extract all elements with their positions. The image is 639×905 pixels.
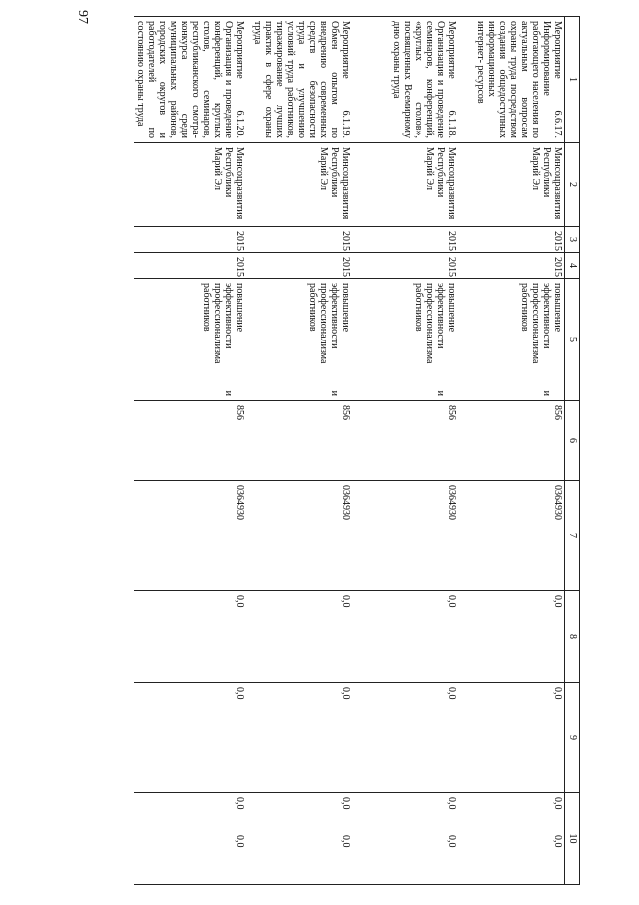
code-cell: 0364930 bbox=[246, 481, 352, 591]
value-10: 0,0 bbox=[340, 835, 351, 848]
value-10: 0,0 bbox=[446, 835, 457, 848]
end-year-cell: 2015 bbox=[134, 253, 246, 279]
value-9: 0,0 bbox=[340, 797, 351, 810]
result-cell: повышение эффективности и профессионализма работников bbox=[352, 279, 458, 401]
grbs-cell: 856 bbox=[134, 401, 246, 481]
value-8-cell: 0,0 bbox=[134, 683, 246, 793]
value-9-10-cell bbox=[134, 793, 246, 885]
grbs-cell: 856 bbox=[352, 401, 458, 481]
code-cell: 0364930 bbox=[458, 481, 565, 591]
value-7-cell: 0,0 bbox=[352, 591, 458, 683]
col-header-3: 3 bbox=[565, 227, 580, 253]
code-cell: 0364930 bbox=[352, 481, 458, 591]
activity-cell: Мероприятие 6.1.18. Организация и проведение семинаров, конференций, «круглых столов», посвященных Всемирному дню охраны труда bbox=[352, 17, 458, 143]
col-header-1: 1 bbox=[565, 17, 580, 143]
col-header-7: 7 bbox=[565, 481, 580, 591]
executor-cell: Минсоцразвития Республики Марий Эл bbox=[134, 143, 246, 227]
start-year-cell: 2015 bbox=[352, 227, 458, 253]
executor-cell: Минсоцразвития Республики Марий Эл bbox=[246, 143, 352, 227]
activity-cell: Мероприятие 6.1.19. Обмен опытом по внедрению современных средств безопасности труда и улучшению условий труда работников, тиражирование лучших практик в сфере охраны труда bbox=[246, 17, 352, 143]
code-cell: 0364930 bbox=[134, 481, 246, 591]
result-cell: повышение эффективности и профессионализма работников bbox=[246, 279, 352, 401]
value-9-10-cell bbox=[352, 793, 458, 885]
value-7-cell: 0,0 bbox=[458, 591, 565, 683]
value-9-10-cell bbox=[246, 793, 352, 885]
value-9: 0,0 bbox=[552, 797, 563, 810]
value-9: 0,0 bbox=[234, 797, 245, 810]
value-10: 0,0 bbox=[552, 835, 563, 848]
table-row bbox=[134, 17, 246, 885]
grbs-cell: 856 bbox=[246, 401, 352, 481]
program-activities-table bbox=[134, 16, 580, 885]
activity-cell: Мероприятие 6.6.17. Информирование работающего населения по актуальным вопросам охраны труда посредством создания общедоступных информационных интернет- ресурсов bbox=[458, 17, 565, 143]
value-8-cell: 0,0 bbox=[352, 683, 458, 793]
start-year-cell: 2015 bbox=[134, 227, 246, 253]
col-header-5: 5 bbox=[565, 279, 580, 401]
table-row bbox=[246, 17, 352, 885]
value-7-cell: 0,0 bbox=[134, 591, 246, 683]
col-header-8: 8 bbox=[565, 591, 580, 683]
executor-cell: Минсоцразвития Республики Марий Эл bbox=[458, 143, 565, 227]
col-header-10: 10 bbox=[565, 793, 580, 885]
col-header-6: 6 bbox=[565, 401, 580, 481]
result-cell: повышение эффективности и профессионализма работников bbox=[134, 279, 246, 401]
value-7-cell: 0,0 bbox=[246, 591, 352, 683]
start-year-cell: 2015 bbox=[246, 227, 352, 253]
table-row bbox=[458, 17, 565, 885]
value-9-10-cell bbox=[458, 793, 565, 885]
end-year-cell: 2015 bbox=[352, 253, 458, 279]
col-header-2: 2 bbox=[565, 143, 580, 227]
activity-cell: Мероприятие 6.1.20. Организация и проведение конференций, круглых столов, семинаров, республиканского смотра-конкурса среди муниципальных районов, городских округов и работодателей по состоянию охраны труда bbox=[134, 17, 246, 143]
table-row bbox=[352, 17, 458, 885]
header-row bbox=[565, 17, 580, 885]
end-year-cell: 2015 bbox=[246, 253, 352, 279]
rotated-table-container bbox=[110, 16, 580, 884]
grbs-cell: 856 bbox=[458, 401, 565, 481]
col-header-9: 9 bbox=[565, 683, 580, 793]
end-year-cell: 2015 bbox=[458, 253, 565, 279]
value-8-cell: 0,0 bbox=[458, 683, 565, 793]
col-header-4: 4 bbox=[565, 253, 580, 279]
executor-cell: Минсоцразвития Республики Марий Эл bbox=[352, 143, 458, 227]
page-number: 97 bbox=[75, 10, 90, 24]
start-year-cell: 2015 bbox=[458, 227, 565, 253]
value-8-cell: 0,0 bbox=[246, 683, 352, 793]
value-9: 0,0 bbox=[446, 797, 457, 810]
value-10: 0,0 bbox=[234, 835, 245, 848]
result-cell: повышение эффективности и профессионализма работников bbox=[458, 279, 565, 401]
